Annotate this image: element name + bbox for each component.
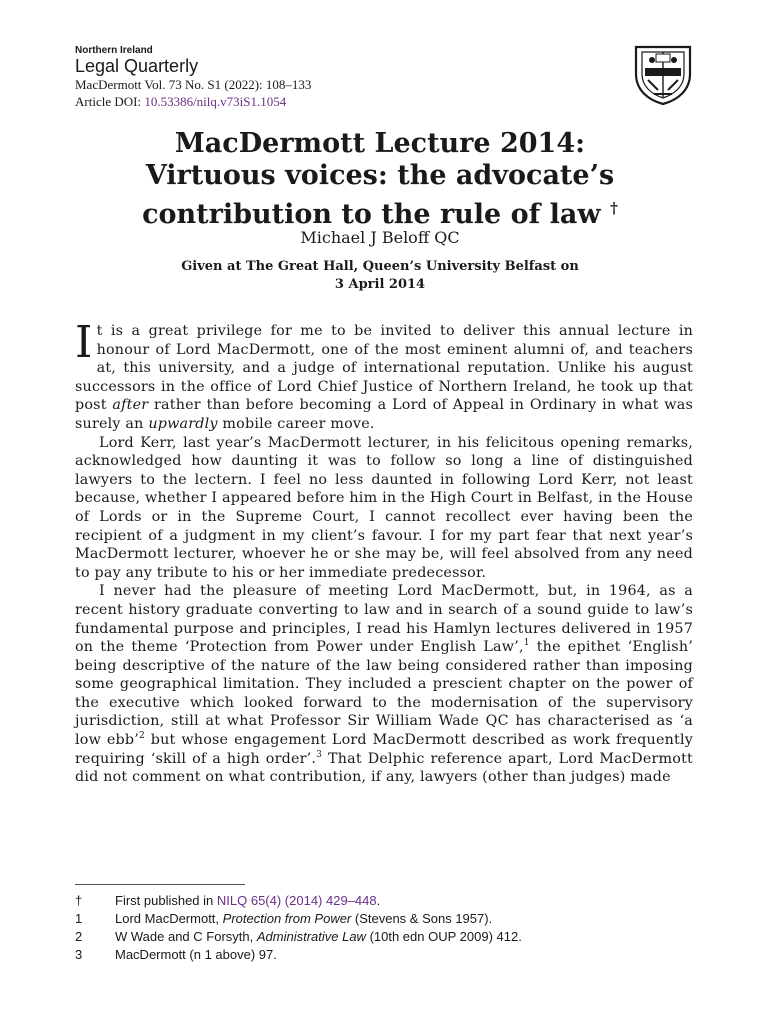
footnote-post: . (376, 893, 381, 908)
given-line-2: 3 April 2014 (334, 277, 426, 292)
footnote-text (115, 910, 492, 928)
title-line-1: MacDermott Lecture 2014: (174, 128, 586, 159)
nilq-link[interactable]: NILQ 65(4) (2014) 429–448 (216, 893, 377, 908)
footnote-dagger (75, 892, 693, 910)
p1-text-b: rather than before becoming a Lord of Appeal in Ordinary in what was surely an (75, 397, 694, 432)
drop-cap: I (75, 317, 93, 368)
p3-text-b: the epithet ‘English’ being descriptive of the nature of the law being considered rather than imposing some geographical limitation. They included a prescient chapter on the power of the executive which looked forward to the modernisation of the supervisory jurisdiction, still at what Professor Sir William Wade QC has characterised as ‘a low ebb’ (75, 639, 693, 749)
footnote-mark: 1 (75, 911, 83, 926)
p1-text-c: mobile career move. (217, 415, 375, 432)
journal-name: Legal Quarterly (75, 56, 199, 76)
footnote-3 (75, 946, 693, 964)
footnote-text: MacDermott (n 1 above) 97. (115, 947, 277, 962)
title-line-2: Virtuous voices: the advocate’s (145, 160, 615, 191)
p3-text-d: That Delphic reference apart, Lord MacDermott did not comment on what contribution, if any, lawyers (other than judges) made (75, 750, 693, 786)
footnote-mark: 3 (75, 947, 83, 962)
footnote-ref-1[interactable]: 1 (523, 638, 530, 649)
footnote-mark: † (75, 893, 83, 908)
doi-link[interactable]: 10.53386/nilq.v73iS1.1054 (144, 94, 287, 109)
footnote-pre: W Wade and C Forsyth, (115, 929, 257, 944)
title-dagger: † (610, 199, 618, 217)
journal-header (75, 45, 311, 110)
doi-line (75, 93, 311, 110)
paragraph-1 (75, 317, 694, 434)
footnote-italic: Administrative Law (256, 929, 366, 944)
p3-text-c: but whose engagement Lord MacDermott described as work frequently requiring ‘skill of a high order’. (75, 732, 694, 767)
footnote-mark: 2 (75, 929, 83, 944)
p1-emphasis-upwardly: upwardly (148, 415, 218, 432)
author-name: Michael J Beloff QC (300, 228, 460, 247)
doi-label: Article DOI: (75, 94, 142, 109)
title-line-3 (60, 192, 700, 231)
footnote-text (115, 928, 522, 946)
p3-text-a: I never had the pleasure of meeting Lord MacDermott, but, in 1964, as a recent history graduate converting to law and in search of a sound guide to law’s fundamental purpose and principles, I read his Hamlyn lectures delivered in 1957 on the theme ‘Protection from Power under English Law’, (75, 583, 693, 656)
paragraph-2: Lord Kerr, last year’s MacDermott lecturer, in his felicitous opening remarks, acknowledged how daunting it was to follow so long a line of distinguished lawyers to the lectern. I feel no less daunted in following Lord Kerr, not least because, whether I appeared before him in the High Court in Belfast, in the House of Lords or in the Supreme Court, I cannot recollect ever having been the recipient of a judgment in my client’s favour. I for my part fear that next year’s MacDermott lecturer, whoever he or she may be, will feel absolved from any need to pay any tribute to his or her immediate predecessor. (75, 434, 693, 581)
footnote-post: (10th edn OUP 2009) 412. (365, 929, 522, 944)
footnote-2 (75, 928, 693, 946)
paragraph-3 (75, 582, 693, 787)
p1-emphasis-after: after (112, 397, 149, 414)
footnote-1 (75, 910, 693, 928)
footnotes (75, 892, 693, 964)
footnote-pre: Lord MacDermott, (115, 911, 223, 926)
footnote-pre: First published in (115, 893, 217, 908)
footnote-ref-2[interactable]: 2 (139, 731, 145, 742)
journal-region: Northern Ireland (75, 45, 153, 56)
lecture-title (60, 128, 700, 231)
given-at (60, 258, 700, 294)
title-line-3-text: contribution to the rule of law (142, 199, 601, 230)
p1-text-a: t is a great privilege for me to be invited to deliver this annual lecture in honour of Lord MacDermott, one of the most eminent alumni of, and teachers at, this university, and a judge of international reputation. Unlike his august successors in the office of Lord Chief Justice of Northern Ireland, he took up that post (75, 323, 693, 414)
footnote-ref-3[interactable]: 3 (316, 749, 323, 760)
article-body (75, 317, 694, 787)
footnote-text (115, 892, 380, 910)
queens-university-crest-icon (632, 44, 694, 106)
footnote-post: (Stevens & Sons 1957). (351, 911, 493, 926)
footnote-italic: Protection from Power (222, 911, 352, 926)
citation: MacDermott Vol. 73 No. S1 (2022): 108–133 (75, 77, 312, 92)
footnote-divider (75, 884, 245, 885)
given-line-1: Given at The Great Hall, Queen’s University Belfast on (181, 259, 579, 274)
